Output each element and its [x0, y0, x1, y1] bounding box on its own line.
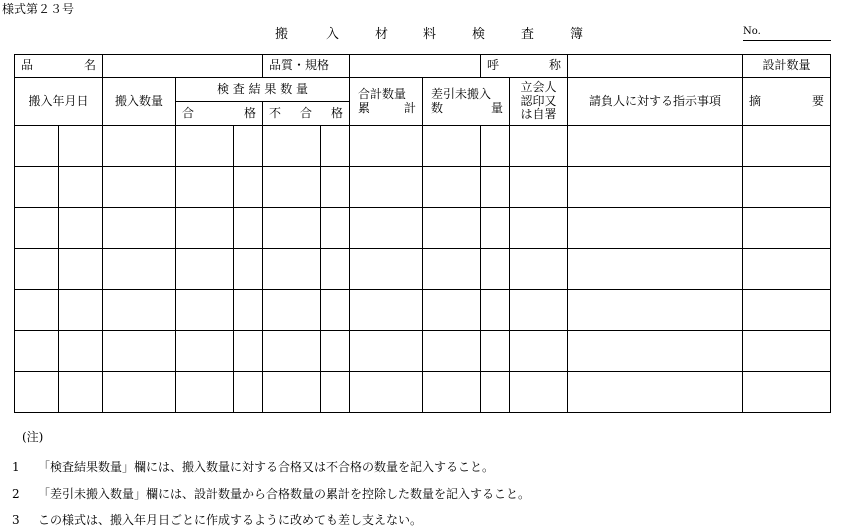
table-cell[interactable]	[176, 167, 234, 208]
qty-header: 搬入数量	[103, 78, 176, 126]
witness-label-2: 認印又	[520, 93, 557, 108]
table-row	[15, 208, 831, 249]
table-cell[interactable]	[743, 372, 831, 413]
title-char: 入	[326, 27, 340, 42]
title-char: 検	[472, 27, 486, 42]
table-cell[interactable]	[423, 126, 481, 167]
fail-label-a: 不	[269, 105, 282, 120]
note-item	[12, 458, 494, 475]
remaining-label-1: 差引未搬入	[431, 86, 492, 101]
title-char: 査	[521, 27, 535, 42]
table-cell[interactable]	[510, 208, 568, 249]
instructions-header: 請負人に対する指示事項	[568, 78, 743, 126]
nominal-value[interactable]	[568, 55, 743, 78]
table-row	[15, 331, 831, 372]
table-cell[interactable]	[59, 249, 103, 290]
inspection-header: 検 査 結 果 数 量	[176, 78, 350, 102]
document-number-field[interactable]	[743, 26, 831, 41]
item-name-label-a: 品	[21, 58, 34, 73]
table-cell[interactable]	[103, 290, 176, 331]
table-cell[interactable]	[481, 249, 510, 290]
table-cell[interactable]	[321, 290, 350, 331]
table-cell[interactable]	[263, 290, 321, 331]
table-row	[15, 167, 831, 208]
table-cell[interactable]	[321, 126, 350, 167]
table-cell[interactable]	[510, 126, 568, 167]
table-cell[interactable]	[103, 372, 176, 413]
table-cell[interactable]	[743, 208, 831, 249]
remaining-label-2b: 量	[491, 100, 504, 115]
table-cell[interactable]	[59, 126, 103, 167]
cumulative-label-1: 合計数量	[358, 86, 407, 101]
table-cell[interactable]	[263, 372, 321, 413]
table-cell[interactable]	[350, 167, 423, 208]
form-number: 様式第２３号	[2, 2, 75, 16]
design-qty-header: 設計数量	[743, 55, 831, 78]
table-cell[interactable]	[510, 249, 568, 290]
nominal-label-b: 称	[549, 58, 562, 73]
table-cell[interactable]	[176, 126, 234, 167]
table-cell[interactable]	[321, 208, 350, 249]
table-cell[interactable]	[350, 372, 423, 413]
fail-header	[263, 102, 350, 126]
table-cell[interactable]	[263, 167, 321, 208]
table-cell[interactable]	[234, 167, 263, 208]
table-cell[interactable]	[423, 331, 481, 372]
page-title	[0, 23, 845, 41]
table-cell[interactable]	[568, 249, 743, 290]
table-cell[interactable]	[481, 208, 510, 249]
cumulative-header	[350, 78, 423, 126]
table-cell[interactable]	[743, 167, 831, 208]
table-cell[interactable]	[510, 331, 568, 372]
table-cell[interactable]	[103, 331, 176, 372]
table-cell[interactable]	[568, 331, 743, 372]
title-char: 搬	[275, 27, 289, 42]
table-cell[interactable]	[15, 208, 59, 249]
table-cell[interactable]	[481, 167, 510, 208]
table-cell[interactable]	[59, 167, 103, 208]
table-cell[interactable]	[103, 208, 176, 249]
table-cell[interactable]	[263, 208, 321, 249]
fail-label-c: 格	[331, 105, 344, 120]
note-item	[12, 485, 530, 502]
table-row	[15, 249, 831, 290]
table-cell[interactable]	[15, 331, 59, 372]
table-cell[interactable]	[423, 208, 481, 249]
table-cell[interactable]	[743, 331, 831, 372]
table-cell[interactable]	[481, 372, 510, 413]
table-cell[interactable]	[510, 372, 568, 413]
table-cell[interactable]	[481, 126, 510, 167]
table-cell[interactable]	[176, 249, 234, 290]
note-text: 「差引未搬入数量」欄には、設計数量から合格数量の累計を控除した数量を記入すること。	[38, 487, 531, 501]
table-cell[interactable]	[176, 372, 234, 413]
remarks-header	[743, 78, 831, 126]
table-cell[interactable]	[423, 167, 481, 208]
table-cell[interactable]	[743, 249, 831, 290]
table-cell[interactable]	[59, 208, 103, 249]
table-cell[interactable]	[743, 290, 831, 331]
table-cell[interactable]	[59, 290, 103, 331]
table-cell[interactable]	[568, 126, 743, 167]
quality-spec-value[interactable]	[350, 55, 481, 78]
table-cell[interactable]	[103, 126, 176, 167]
cumulative-label-2a: 累	[358, 100, 371, 115]
table-cell[interactable]	[103, 249, 176, 290]
note-number: 1	[12, 460, 20, 474]
note-number: 3	[12, 513, 20, 527]
table-cell[interactable]	[350, 249, 423, 290]
table-cell[interactable]	[234, 331, 263, 372]
table-row	[15, 126, 831, 167]
table-cell[interactable]	[321, 372, 350, 413]
header-row-2	[15, 78, 831, 102]
nominal-label-a: 呼	[487, 58, 500, 73]
table-cell[interactable]	[263, 331, 321, 372]
table-cell[interactable]	[176, 331, 234, 372]
item-name-value[interactable]	[103, 55, 263, 78]
table-cell[interactable]	[568, 372, 743, 413]
table-cell[interactable]	[234, 290, 263, 331]
table-cell[interactable]	[15, 372, 59, 413]
table-cell[interactable]	[59, 331, 103, 372]
table-cell[interactable]	[321, 331, 350, 372]
quality-spec-header: 品質・規格	[263, 55, 350, 78]
table-cell[interactable]	[568, 290, 743, 331]
document-number-label: No.	[743, 26, 761, 37]
table-cell[interactable]	[350, 290, 423, 331]
witness-header	[510, 78, 568, 126]
note-item	[12, 511, 422, 528]
table-cell[interactable]	[176, 208, 234, 249]
witness-label-1: 立会人	[520, 79, 557, 94]
table-cell[interactable]	[568, 208, 743, 249]
pass-header	[176, 102, 263, 126]
table-cell[interactable]	[263, 249, 321, 290]
pass-label-a: 合	[182, 105, 195, 120]
table-cell[interactable]	[321, 167, 350, 208]
notes-section	[22, 428, 43, 453]
table-cell[interactable]	[15, 290, 59, 331]
table-row	[15, 372, 831, 413]
table-cell[interactable]	[423, 249, 481, 290]
note-number: 2	[12, 487, 20, 501]
table-cell[interactable]	[321, 249, 350, 290]
note-text: この様式は、搬入年月日ごとに作成するように改めても差し支えない。	[38, 513, 423, 527]
remarks-label-b: 要	[812, 93, 825, 108]
title-char: 簿	[570, 27, 584, 42]
table-cell[interactable]	[15, 126, 59, 167]
table-cell[interactable]	[568, 167, 743, 208]
nominal-header	[481, 55, 568, 78]
fail-label-b: 合	[300, 105, 313, 120]
header-row-1	[15, 55, 831, 78]
table-cell[interactable]	[423, 372, 481, 413]
table-cell[interactable]	[59, 372, 103, 413]
table-cell[interactable]	[234, 249, 263, 290]
table-cell[interactable]	[510, 290, 568, 331]
table-cell[interactable]	[481, 290, 510, 331]
table-cell[interactable]	[234, 126, 263, 167]
item-name-header	[15, 55, 103, 78]
pass-label-b: 格	[244, 105, 257, 120]
table-cell[interactable]	[350, 208, 423, 249]
item-name-label-b: 名	[83, 58, 96, 73]
remaining-header	[423, 78, 510, 126]
note-text: 「検査結果数量」欄には、搬入数量に対する合格又は不合格の数量を記入すること。	[38, 460, 495, 474]
table-cell[interactable]	[15, 167, 59, 208]
table-cell[interactable]	[350, 126, 423, 167]
cumulative-label-2b: 計	[404, 100, 417, 115]
table-row	[15, 290, 831, 331]
table-cell[interactable]	[743, 126, 831, 167]
remarks-label-a: 摘	[749, 93, 762, 108]
table-cell[interactable]	[234, 372, 263, 413]
table-cell[interactable]	[15, 249, 59, 290]
table-cell[interactable]	[481, 331, 510, 372]
table-cell[interactable]	[510, 167, 568, 208]
table-cell[interactable]	[234, 208, 263, 249]
inspection-ledger-table	[14, 54, 831, 413]
table-cell[interactable]	[176, 290, 234, 331]
table-cell[interactable]	[423, 290, 481, 331]
title-char: 料	[423, 27, 437, 42]
remaining-label-2a: 数	[431, 100, 444, 115]
table-cell[interactable]	[350, 331, 423, 372]
notes-title: (注)	[22, 430, 44, 444]
table-cell[interactable]	[263, 126, 321, 167]
table-cell[interactable]	[103, 167, 176, 208]
date-header: 搬入年月日	[15, 78, 103, 126]
witness-label-3: は自署	[520, 107, 557, 122]
title-char: 材	[375, 27, 389, 42]
